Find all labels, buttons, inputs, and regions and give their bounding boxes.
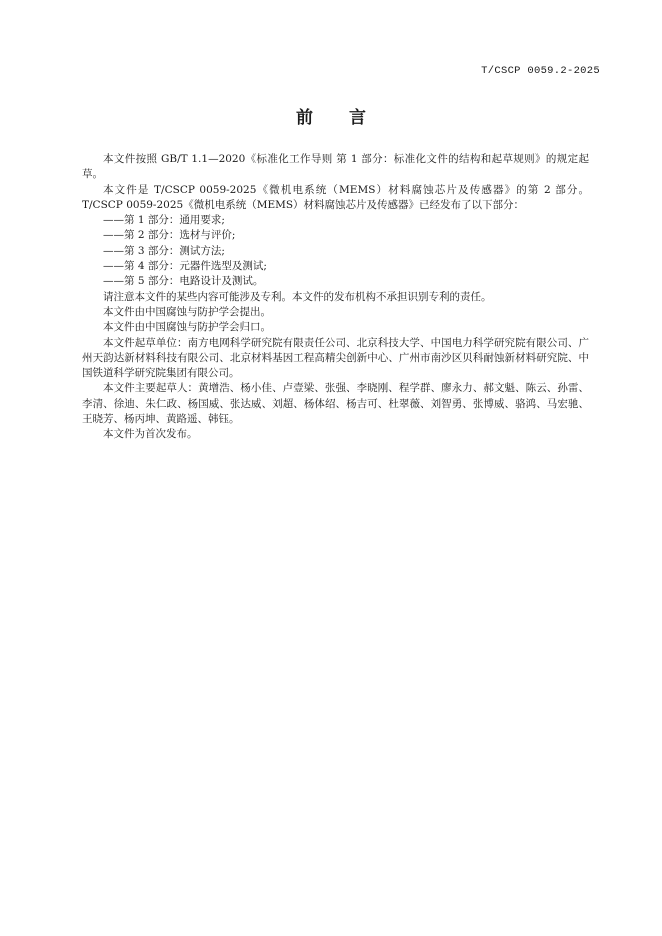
list-item-part-3: ——第 3 部分：测试方法; <box>103 244 225 257</box>
list-item-part-2: ——第 2 部分：选材与评价; <box>103 229 236 242</box>
paragraph-patent-notice: 请注意本文件的某些内容可能涉及专利。本文件的发布机构不承担识别专利的责任。 <box>103 290 492 303</box>
list-item-part-1: ——第 1 部分：通用要求; <box>103 214 225 227</box>
list-item-part-5: ——第 5 部分：电路设计及测试。 <box>103 275 264 288</box>
paragraph-administrator: 本文件由中国腐蚀与防护学会归口。 <box>103 321 271 334</box>
paragraph-drafting-rules: 本文件按照 GB/T 1.1—2020《标准化工作导则 第 1 部分：标准化文件的结构和起草规则》的规定起草。 <box>82 153 589 181</box>
document-code: T/CSCP 0059.2-2025 <box>481 65 600 77</box>
paragraph-proposer: 本文件由中国腐蚀与防护学会提出。 <box>103 305 271 318</box>
title-char-2: 言 <box>349 108 366 128</box>
paragraph-drafters: 本文件主要起草人：黄增浩、杨小佳、卢壹梁、张强、李晓刚、程学群、廖永力、郝文魁、陈云、孙雷、李清、徐迪、朱仁政、杨国威、张达威、刘超、杨体绍、杨吉可、杜翠薇、刘智勇、张博威、骆鸿、马宏驰、王晓芳、杨丙坤、黄路遥、韩钰。 <box>82 382 589 426</box>
title-char-1: 前 <box>296 108 313 128</box>
foreword-body <box>82 152 589 443</box>
paragraph-drafting-units: 本文件起草单位：南方电网科学研究院有限责任公司、北京科技大学、中国电力科学研究院有限公司、广州天韵达新材料科技有限公司、北京材料基因工程高精尖创新中心、广州市南沙区贝科耐蚀新材料研究院、中国铁道科学研究院集团有限公司。 <box>82 336 589 380</box>
paragraph-first-release: 本文件为首次发布。 <box>103 428 198 441</box>
paragraph-series-intro: 本文件是 T/CSCP 0059-2025《微机电系统（MEMS）材料腐蚀芯片及传感器》的第 2 部分。T/CSCP 0059-2025《微机电系统（MEMS）材料腐蚀芯片及传感器》已经发布了以下部分： <box>82 183 589 211</box>
list-item-part-4: ——第 4 部分：元器件选型及测试; <box>103 260 267 273</box>
page-title <box>0 103 662 128</box>
